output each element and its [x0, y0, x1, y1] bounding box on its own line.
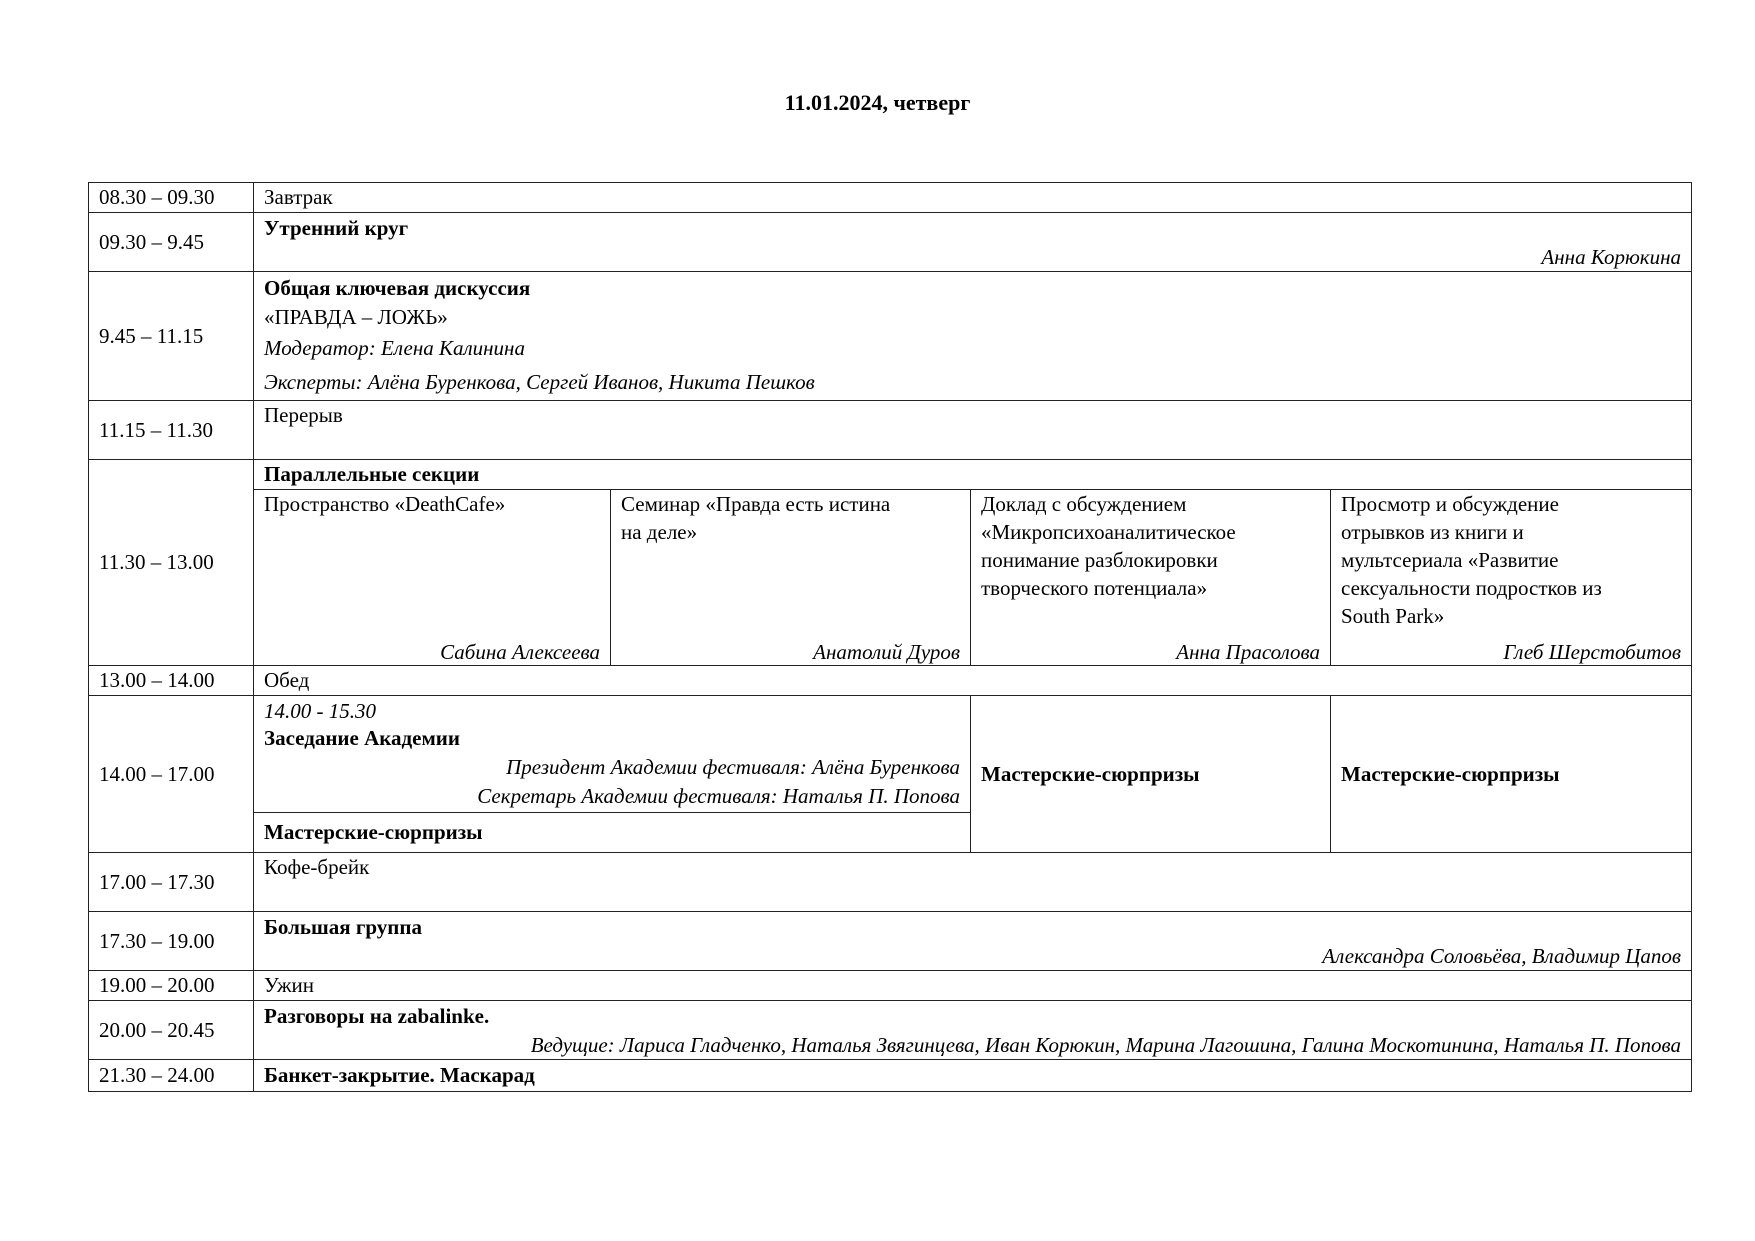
event-lead: Александра Соловьёва, Владимир Цапов: [1322, 944, 1682, 968]
section-cell: [254, 490, 611, 666]
section-cell: [971, 490, 1331, 666]
section-desc: понимание разблокировки: [981, 548, 1218, 572]
time-cell: 13.00 – 14.00: [89, 666, 254, 696]
event-dinner: Ужин: [254, 971, 1692, 1001]
time-cell: 20.00 – 20.45: [89, 1001, 254, 1060]
section-lead: Анатолий Дуров: [813, 640, 960, 664]
time-cell: 17.30 – 19.00: [89, 912, 254, 971]
time-cell: 9.45 – 11.15: [89, 272, 254, 401]
row-coffee-break: [89, 853, 1692, 912]
row-big-group: [89, 912, 1692, 971]
time-cell: 11.30 – 13.00: [89, 460, 254, 666]
section-cell: [1331, 490, 1692, 666]
event-banquet: Банкет-закрытие. Маскарад: [254, 1060, 1692, 1092]
section-desc: Семинар «Правда есть истина: [621, 492, 891, 516]
section-desc: South Park»: [1341, 604, 1445, 628]
section-lead: Сабина Алексеева: [440, 640, 600, 664]
row-breakfast: [89, 183, 1692, 213]
section-desc: творческого потенциала»: [981, 576, 1208, 600]
event-key-discussion: [254, 272, 1692, 401]
event-workshops: Мастерские-сюрпризы: [1331, 696, 1692, 853]
row-key-discussion: [89, 272, 1692, 401]
section-cell: [611, 490, 971, 666]
row-parallel-header: [89, 460, 1692, 490]
time-cell: 19.00 – 20.00: [89, 971, 254, 1001]
event-hosts: Ведущие: Лариса Гладченко, Наталья Звягинцева, Иван Корюкин, Марина Лагошина, Галина Москотинина, Наталья П. Попова: [530, 1033, 1682, 1057]
section-lead: Анна Прасолова: [1176, 640, 1320, 664]
row-break: [89, 401, 1692, 460]
academy-time: 14.00 - 15.30: [264, 699, 376, 723]
section-desc: «Микропсихоаналитическое: [981, 520, 1236, 544]
section-desc: Просмотр и обсуждение: [1341, 492, 1559, 516]
row-parallel-sections: [89, 490, 1692, 666]
section-desc: отрывков из книги и: [1341, 520, 1524, 544]
section-desc: Пространство «DeathCafe»: [264, 492, 506, 516]
time-cell: 14.00 – 17.00: [89, 696, 254, 853]
event-talks: [254, 1001, 1692, 1060]
time-cell: 17.00 – 17.30: [89, 853, 254, 912]
event-coffee-break: Кофе-брейк: [254, 853, 1692, 912]
event-subtitle: «ПРАВДА – ЛОЖЬ»: [264, 305, 448, 329]
event-big-group: [254, 912, 1692, 971]
academy-president: Президент Академии фестиваля: Алёна Буренкова: [506, 755, 960, 779]
section-lead: Глеб Шерстобитов: [1503, 640, 1682, 664]
page-title: 11.01.2024, четверг: [784, 90, 971, 115]
section-desc: мультсериала «Развитие: [1341, 548, 1559, 572]
row-morning-circle: [89, 213, 1692, 272]
event-breakfast: Завтрак: [254, 183, 1692, 213]
event-title: Разговоры на zabalinke.: [264, 1004, 490, 1028]
academy-secretary: Секретарь Академии фестиваля: Наталья П. Попова: [477, 784, 960, 808]
event-experts: Эксперты: Алёна Буренкова, Сергей Иванов, Никита Пешков: [264, 370, 815, 394]
row-banquet: [89, 1060, 1692, 1092]
row-talks: [89, 1001, 1692, 1060]
event-workshops: Мастерские-сюрпризы: [254, 813, 971, 853]
schedule-table: [88, 182, 1692, 1092]
event-lunch: Обед: [254, 666, 1692, 696]
time-cell: 21.30 – 24.00: [89, 1060, 254, 1092]
row-afternoon-top: [89, 696, 1692, 813]
academy-title: Заседание Академии: [264, 726, 460, 750]
section-desc: на деле»: [621, 520, 698, 544]
row-dinner: [89, 971, 1692, 1001]
event-title: Общая ключевая дискуссия: [264, 276, 531, 300]
section-desc: сексуальности подростков из: [1341, 576, 1602, 600]
event-title: Большая группа: [264, 915, 422, 939]
event-moderator: Модератор: Елена Калинина: [264, 336, 525, 360]
section-desc: Доклад с обсуждением: [981, 492, 1187, 516]
event-parallel-title: Параллельные секции: [254, 460, 1692, 490]
event-break: Перерыв: [254, 401, 1692, 460]
event-lead: Анна Корюкина: [1541, 245, 1682, 269]
row-lunch: [89, 666, 1692, 696]
time-cell: 11.15 – 11.30: [89, 401, 254, 460]
event-workshops: Мастерские-сюрпризы: [971, 696, 1331, 853]
event-morning-circle: [254, 213, 1692, 272]
event-title: Утренний круг: [264, 216, 409, 240]
event-academy: [254, 696, 971, 813]
time-cell: 08.30 – 09.30: [89, 183, 254, 213]
time-cell: 09.30 – 9.45: [89, 213, 254, 272]
